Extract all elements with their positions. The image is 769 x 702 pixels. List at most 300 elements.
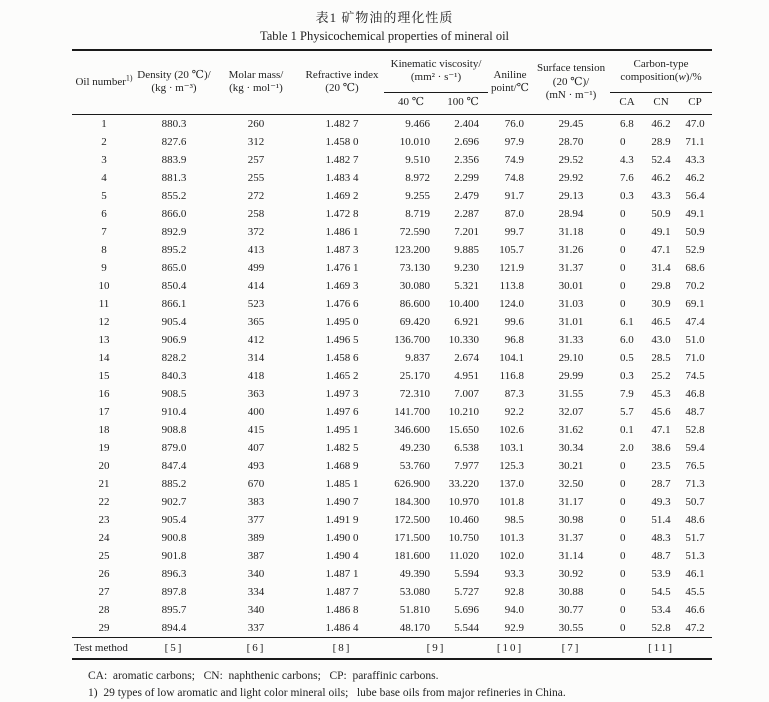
- cell-oil-number: 4: [101, 171, 107, 184]
- table-row: [72, 493, 712, 511]
- oil-number-label: Oil number: [75, 75, 126, 88]
- cell-molar-mass: 412: [247, 333, 265, 346]
- cell-viscosity-40c: 136.700: [394, 333, 430, 346]
- cell-molar-mass: 365: [247, 315, 265, 328]
- cell-refractive-index: 1.490 4: [325, 549, 359, 562]
- cell-ca: 0: [620, 207, 626, 220]
- cell-cp: 48.6: [685, 513, 705, 526]
- cell-viscosity-100c: 5.594: [454, 567, 480, 580]
- table-header: [72, 50, 712, 114]
- cell-cp: 51.3: [685, 549, 705, 562]
- cell-ca: 0: [620, 603, 626, 616]
- cell-cp: 74.5: [685, 369, 705, 382]
- cell-viscosity-40c: 30.080: [399, 279, 430, 292]
- cell-oil-number: 18: [98, 423, 110, 436]
- table-row: [72, 367, 712, 385]
- cell-aniline-point: 103.1: [499, 441, 525, 454]
- cell-surface-tension: 29.52: [558, 153, 584, 166]
- cell-cn: 54.5: [651, 585, 671, 598]
- cell-cp: 52.9: [685, 243, 705, 256]
- cell-viscosity-100c: 10.460: [448, 513, 480, 526]
- cell-density: 847.4: [161, 459, 187, 472]
- cell-viscosity-40c: 73.130: [399, 261, 430, 274]
- cell-viscosity-100c: 5.321: [454, 279, 480, 292]
- cell-viscosity-40c: 8.972: [405, 171, 430, 184]
- cell-viscosity-100c: 2.404: [454, 117, 480, 130]
- cell-refractive-index: 1.465 2: [325, 369, 359, 382]
- cell-ca: 0: [620, 297, 626, 310]
- cell-cp: 68.6: [685, 261, 705, 274]
- cell-cp: 76.5: [685, 459, 705, 472]
- cell-viscosity-40c: 8.719: [405, 207, 430, 220]
- cell-viscosity-40c: 53.760: [399, 459, 430, 472]
- cell-aniline-point: 92.2: [504, 405, 525, 418]
- oil-number-footnote-marker: 1): [125, 72, 133, 82]
- cell-cn: 25.2: [651, 369, 671, 382]
- cell-viscosity-40c: 49.390: [399, 567, 430, 580]
- cell-cp: 51.0: [685, 333, 705, 346]
- cell-oil-number: 1: [101, 117, 107, 130]
- cell-aniline-point: 101.8: [499, 495, 525, 508]
- cell-cn: 45.3: [651, 387, 671, 400]
- cell-surface-tension: 31.14: [558, 549, 584, 562]
- cell-refractive-index: 1.497 3: [325, 387, 359, 400]
- cell-density: 902.7: [161, 495, 187, 508]
- cell-molar-mass: 389: [247, 531, 265, 544]
- test-method-density: [5]: [136, 637, 212, 659]
- cell-surface-tension: 31.55: [558, 387, 584, 400]
- cell-density: 910.4: [161, 405, 187, 418]
- cell-molar-mass: 260: [247, 117, 265, 130]
- cell-oil-number: 14: [98, 351, 110, 364]
- cell-refractive-index: 1.486 4: [325, 621, 359, 634]
- cell-density: 892.9: [161, 225, 187, 238]
- cell-molar-mass: 407: [247, 441, 265, 454]
- cell-oil-number: 29: [98, 621, 110, 634]
- col-header-ca: CA: [610, 92, 644, 114]
- cell-surface-tension: 28.70: [558, 135, 584, 148]
- cell-viscosity-40c: 72.310: [399, 387, 430, 400]
- cell-aniline-point: 125.3: [499, 459, 525, 472]
- cell-density: 908.5: [161, 387, 187, 400]
- cell-cp: 48.7: [685, 405, 705, 418]
- cell-viscosity-100c: 2.479: [454, 189, 480, 202]
- cell-oil-number: 25: [98, 549, 110, 562]
- cell-density: 895.2: [161, 243, 187, 256]
- cell-density: 905.4: [161, 315, 187, 328]
- cell-ca: 0: [620, 225, 626, 238]
- cell-molar-mass: 340: [247, 567, 265, 580]
- cell-refractive-index: 1.458 0: [325, 135, 359, 148]
- cell-molar-mass: 414: [247, 279, 265, 292]
- cell-viscosity-100c: 2.696: [454, 135, 480, 148]
- cell-molar-mass: 272: [247, 189, 265, 202]
- cell-cp: 46.2: [685, 171, 705, 184]
- cell-ca: 0: [620, 621, 626, 634]
- cell-molar-mass: 493: [247, 459, 265, 472]
- table-row: [72, 403, 712, 421]
- cell-molar-mass: 372: [247, 225, 265, 238]
- cell-oil-number: 5: [101, 189, 107, 202]
- cell-ca: 0: [620, 531, 626, 544]
- cell-aniline-point: 121.9: [499, 261, 525, 274]
- test-method-refractive-index: [8]: [300, 637, 384, 659]
- cell-cn: 28.5: [651, 351, 671, 364]
- cell-aniline-point: 101.3: [499, 531, 525, 544]
- cell-density: 906.9: [161, 333, 187, 346]
- cell-surface-tension: 30.55: [558, 621, 584, 634]
- cell-refractive-index: 1.458 6: [325, 351, 359, 364]
- cell-aniline-point: 94.0: [504, 603, 525, 616]
- cell-aniline-point: 104.1: [499, 351, 525, 364]
- cell-density: 895.7: [161, 603, 187, 616]
- cell-aniline-point: 91.7: [504, 189, 525, 202]
- cell-density: 866.0: [161, 207, 187, 220]
- cell-cn: 28.7: [651, 477, 671, 490]
- cell-density: 894.4: [161, 621, 187, 634]
- cell-ca: 0: [620, 135, 626, 148]
- cell-oil-number: 16: [98, 387, 110, 400]
- cell-ca: 6.1: [620, 315, 634, 328]
- cell-cn: 28.9: [651, 135, 671, 148]
- cell-aniline-point: 99.7: [504, 225, 525, 238]
- cell-viscosity-100c: 10.330: [448, 333, 480, 346]
- cell-cp: 52.8: [685, 423, 705, 436]
- cell-density: 828.2: [161, 351, 187, 364]
- cell-cn: 46.5: [651, 315, 671, 328]
- cell-surface-tension: 29.45: [558, 117, 584, 130]
- cell-viscosity-100c: 4.951: [454, 369, 480, 382]
- cell-surface-tension: 28.94: [558, 207, 584, 220]
- cell-refractive-index: 1.495 0: [325, 315, 359, 328]
- table-row: [72, 529, 712, 547]
- table-row: [72, 457, 712, 475]
- cell-viscosity-100c: 10.750: [448, 531, 480, 544]
- col-header-refractive-index: Refractive index (20 ℃): [300, 50, 384, 114]
- cell-cp: 45.5: [685, 585, 705, 598]
- cell-refractive-index: 1.486 8: [325, 603, 359, 616]
- cell-cn: 52.4: [651, 153, 671, 166]
- col-header-cn: CN: [644, 92, 678, 114]
- cell-surface-tension: 29.13: [558, 189, 584, 202]
- col-header-molar-mass: Molar mass/ (kg · mol⁻¹): [212, 50, 300, 114]
- cell-refractive-index: 1.490 7: [325, 495, 359, 508]
- cell-oil-number: 7: [101, 225, 107, 238]
- cell-refractive-index: 1.482 7: [325, 117, 359, 130]
- cell-cp: 46.6: [685, 603, 705, 616]
- cell-molar-mass: 314: [247, 351, 265, 364]
- cell-density: 883.9: [161, 153, 187, 166]
- properties-table: [72, 49, 712, 660]
- cell-refractive-index: 1.487 1: [325, 567, 359, 580]
- cell-cn: 52.8: [651, 621, 671, 634]
- table-row: [72, 133, 712, 151]
- cell-cn: 53.9: [651, 567, 671, 580]
- table-row: [72, 619, 712, 638]
- cell-molar-mass: 257: [247, 153, 265, 166]
- cell-ca: 0.3: [620, 189, 634, 202]
- cell-cn: 49.1: [651, 225, 671, 238]
- footnote-abbreviations: CA: aromatic carbons; CN: naphthenic carbons; CP: paraffinic carbons.: [88, 669, 439, 682]
- cell-surface-tension: 29.10: [558, 351, 584, 364]
- test-method-row: [72, 637, 712, 659]
- footnote-1: 1) 29 types of low aromatic and light color mineral oils; lube base oils from major refineries in China.: [88, 686, 566, 699]
- cell-molar-mass: 670: [247, 477, 265, 490]
- cell-aniline-point: 92.8: [504, 585, 525, 598]
- table-row: [72, 313, 712, 331]
- cell-cp: 49.1: [685, 207, 705, 220]
- cell-viscosity-100c: 7.201: [454, 225, 480, 238]
- cell-aniline-point: 137.0: [499, 477, 525, 490]
- cell-cp: 46.1: [685, 567, 705, 580]
- cell-cn: 47.1: [651, 423, 671, 436]
- cell-ca: 0: [620, 279, 626, 292]
- col-header-cp: CP: [678, 92, 712, 114]
- cell-aniline-point: 99.6: [504, 315, 525, 328]
- cell-oil-number: 8: [101, 243, 107, 256]
- table-row: [72, 151, 712, 169]
- cell-surface-tension: 31.03: [558, 297, 584, 310]
- cell-viscosity-100c: 15.650: [448, 423, 480, 436]
- col-header-surface-tension: Surface tension (20 ℃)/ (mN · m⁻¹): [532, 50, 610, 114]
- cell-refractive-index: 1.490 0: [325, 531, 359, 544]
- cell-molar-mass: 413: [247, 243, 265, 256]
- cell-oil-number: 13: [98, 333, 110, 346]
- table-row: [72, 583, 712, 601]
- cell-viscosity-100c: 11.020: [449, 549, 480, 562]
- cell-surface-tension: 31.17: [558, 495, 584, 508]
- table-body: [72, 114, 712, 637]
- table-row: [72, 241, 712, 259]
- table-row: [72, 385, 712, 403]
- cell-cn: 43.0: [651, 333, 671, 346]
- cell-cp: 71.3: [685, 477, 705, 490]
- cell-cn: 38.6: [651, 441, 671, 454]
- cell-aniline-point: 87.3: [504, 387, 525, 400]
- table-row: [72, 349, 712, 367]
- cell-molar-mass: 523: [247, 297, 265, 310]
- table-row: [72, 205, 712, 223]
- cell-molar-mass: 499: [247, 261, 265, 274]
- cell-surface-tension: 31.37: [558, 261, 584, 274]
- cell-cp: 46.8: [685, 387, 705, 400]
- cell-density: 905.4: [161, 513, 187, 526]
- test-method-molar-mass: [6]: [212, 637, 300, 659]
- table-row: [72, 223, 712, 241]
- cell-ca: 0: [620, 261, 626, 274]
- cell-molar-mass: 340: [247, 603, 265, 616]
- cell-cp: 47.4: [685, 315, 705, 328]
- cell-refractive-index: 1.482 7: [325, 153, 359, 166]
- cell-oil-number: 3: [101, 153, 107, 166]
- cell-aniline-point: 92.9: [504, 621, 525, 634]
- cell-cn: 43.3: [651, 189, 671, 202]
- table-row: [72, 421, 712, 439]
- cell-molar-mass: 418: [247, 369, 265, 382]
- cell-cp: 59.4: [685, 441, 705, 454]
- cell-oil-number: 11: [98, 297, 110, 310]
- cell-oil-number: 10: [98, 279, 110, 292]
- cell-density: 908.8: [161, 423, 187, 436]
- cell-cn: 50.9: [651, 207, 671, 220]
- cell-density: 850.4: [161, 279, 187, 292]
- cell-surface-tension: 31.18: [558, 225, 584, 238]
- cell-surface-tension: 32.07: [558, 405, 584, 418]
- cell-density: 885.2: [161, 477, 187, 490]
- cell-surface-tension: 30.77: [558, 603, 584, 616]
- cell-cp: 47.0: [685, 117, 705, 130]
- cell-aniline-point: 74.8: [504, 171, 525, 184]
- cell-viscosity-100c: 10.970: [448, 495, 480, 508]
- cell-refractive-index: 1.476 6: [325, 297, 359, 310]
- cell-viscosity-40c: 69.420: [399, 315, 430, 328]
- cell-aniline-point: 124.0: [499, 297, 525, 310]
- cell-molar-mass: 415: [247, 423, 265, 436]
- cell-oil-number: 24: [98, 531, 110, 544]
- cell-density: 880.3: [161, 117, 187, 130]
- cell-viscosity-40c: 9.255: [405, 189, 430, 202]
- cell-viscosity-100c: 7.977: [454, 459, 480, 472]
- cell-molar-mass: 400: [247, 405, 265, 418]
- cell-cp: 56.4: [685, 189, 705, 202]
- test-method-carbon-composition: [11]: [610, 637, 712, 659]
- cell-cn: 45.6: [651, 405, 671, 418]
- cell-refractive-index: 1.495 1: [325, 423, 359, 436]
- cell-surface-tension: 30.92: [558, 567, 584, 580]
- cell-viscosity-40c: 72.590: [399, 225, 430, 238]
- cell-ca: 6.8: [620, 117, 634, 130]
- cell-density: 881.3: [161, 171, 187, 184]
- cell-viscosity-100c: 9.230: [454, 261, 480, 274]
- cell-oil-number: 20: [98, 459, 110, 472]
- cell-refractive-index: 1.485 1: [325, 477, 359, 490]
- cell-viscosity-40c: 48.170: [399, 621, 430, 634]
- cell-cn: 46.2: [651, 117, 671, 130]
- cell-refractive-index: 1.496 5: [325, 333, 359, 346]
- cell-cp: 71.1: [685, 135, 705, 148]
- cell-oil-number: 27: [98, 585, 110, 598]
- cell-viscosity-40c: 184.300: [394, 495, 430, 508]
- cell-molar-mass: 337: [247, 621, 265, 634]
- cell-ca: 7.6: [620, 171, 634, 184]
- table-caption-cn: 表1 矿物油的理化性质: [315, 10, 454, 25]
- cell-viscosity-100c: 10.210: [448, 405, 480, 418]
- cell-cn: 48.3: [651, 531, 671, 544]
- cell-viscosity-100c: 33.220: [448, 477, 480, 490]
- cell-molar-mass: 383: [247, 495, 265, 508]
- cell-aniline-point: 96.8: [504, 333, 525, 346]
- col-header-40c: 40 ℃: [384, 92, 438, 114]
- cell-cn: 49.3: [651, 495, 671, 508]
- cell-viscosity-40c: 123.200: [394, 243, 430, 256]
- table-row: [72, 439, 712, 457]
- table-row: [72, 511, 712, 529]
- cell-viscosity-40c: 53.080: [399, 585, 430, 598]
- col-header-oil-number: [72, 50, 136, 114]
- cell-oil-number: 15: [98, 369, 110, 382]
- cell-surface-tension: 31.33: [558, 333, 584, 346]
- cell-viscosity-100c: 5.544: [454, 621, 480, 634]
- cell-aniline-point: 87.0: [504, 207, 525, 220]
- cell-surface-tension: 30.21: [558, 459, 584, 472]
- col-header-carbon-composition: Carbon-type composition(w)/%: [610, 50, 712, 92]
- cell-surface-tension: 29.99: [558, 369, 584, 382]
- cell-oil-number: 2: [101, 135, 107, 148]
- cell-cp: 69.1: [685, 297, 705, 310]
- cell-molar-mass: 312: [247, 135, 265, 148]
- cell-surface-tension: 32.50: [558, 477, 584, 490]
- table-row: [72, 259, 712, 277]
- cell-cp: 51.7: [685, 531, 705, 544]
- cell-refractive-index: 1.491 9: [325, 513, 359, 526]
- test-method-surface-tension: [7]: [532, 637, 610, 659]
- cell-viscosity-40c: 51.810: [399, 603, 430, 616]
- cell-surface-tension: 31.01: [558, 315, 584, 328]
- cell-viscosity-40c: 346.600: [394, 423, 430, 436]
- cell-viscosity-100c: 6.538: [454, 441, 480, 454]
- cell-viscosity-40c: 181.600: [394, 549, 430, 562]
- cell-ca: 0: [620, 477, 626, 490]
- cell-viscosity-40c: 25.170: [399, 369, 430, 382]
- cell-ca: 0.3: [620, 369, 634, 382]
- col-header-100c: 100 ℃: [438, 92, 488, 114]
- table-footer: [72, 637, 712, 659]
- cell-density: 865.0: [161, 261, 187, 274]
- cell-cp: 47.2: [685, 621, 705, 634]
- cell-viscosity-40c: 626.900: [394, 477, 430, 490]
- cell-viscosity-40c: 86.600: [399, 297, 430, 310]
- cell-density: 896.3: [161, 567, 187, 580]
- cell-cn: 30.9: [651, 297, 671, 310]
- cell-refractive-index: 1.468 9: [325, 459, 359, 472]
- cell-molar-mass: 377: [247, 513, 265, 526]
- cell-molar-mass: 334: [247, 585, 265, 598]
- cell-oil-number: 19: [98, 441, 110, 454]
- col-header-kinematic-viscosity: Kinematic viscosity/ (mm² · s⁻¹): [384, 50, 488, 92]
- cell-ca: 0: [620, 243, 626, 256]
- cell-aniline-point: 97.9: [504, 135, 525, 148]
- cell-surface-tension: 30.01: [558, 279, 584, 292]
- cell-aniline-point: 102.0: [499, 549, 525, 562]
- cell-aniline-point: 98.5: [504, 513, 525, 526]
- cell-ca: 0: [620, 459, 626, 472]
- cell-refractive-index: 1.476 1: [325, 261, 359, 274]
- cell-ca: 0.1: [620, 423, 634, 436]
- cell-refractive-index: 1.472 8: [325, 207, 359, 220]
- cell-density: 827.6: [161, 135, 187, 148]
- cell-refractive-index: 1.469 2: [325, 189, 359, 202]
- cell-oil-number: 21: [98, 477, 110, 490]
- cell-viscosity-100c: 2.356: [454, 153, 480, 166]
- cell-molar-mass: 363: [247, 387, 265, 400]
- table-caption-en: Table 1 Physicochemical properties of mineral oil: [259, 29, 510, 43]
- table-row: [72, 169, 712, 187]
- cell-viscosity-100c: 5.727: [454, 585, 480, 598]
- cell-density: 879.0: [161, 441, 187, 454]
- table-row: [72, 277, 712, 295]
- cell-aniline-point: 116.8: [499, 369, 525, 382]
- cell-cp: 50.9: [685, 225, 705, 238]
- cell-molar-mass: 255: [247, 171, 265, 184]
- table-row: [72, 601, 712, 619]
- cell-viscosity-100c: 10.400: [448, 297, 480, 310]
- cell-oil-number: 17: [98, 405, 110, 418]
- cell-surface-tension: 29.92: [558, 171, 584, 184]
- cell-cp: 50.7: [685, 495, 705, 508]
- cell-oil-number: 22: [98, 495, 110, 508]
- cell-oil-number: 6: [101, 207, 107, 220]
- cell-viscosity-40c: 9.510: [405, 153, 430, 166]
